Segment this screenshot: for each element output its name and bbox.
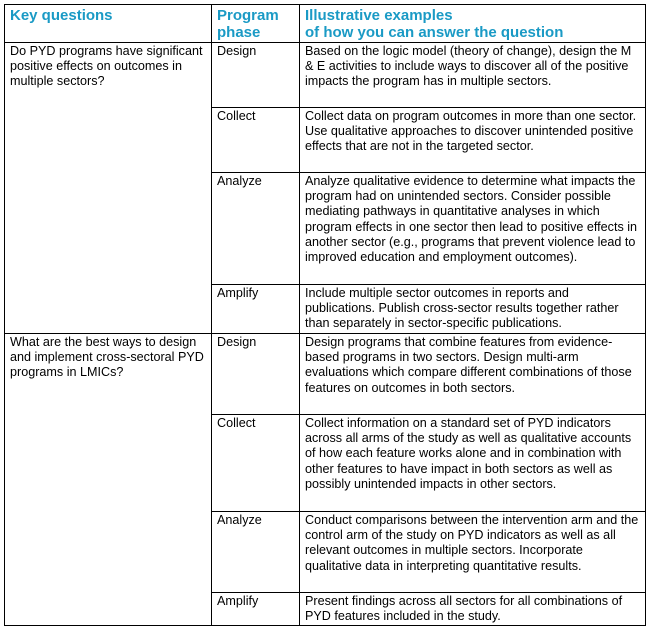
phase-cell: Amplify [212, 285, 300, 334]
header-program-phase [212, 5, 300, 43]
example-cell: Collect data on program outcomes in more than one sector. Use qualitative approaches to discover unintended positive effects that are not in the targeted sector. [300, 108, 646, 173]
example-cell: Conduct comparisons between the intervention arm and the control arm of the study on PYD indicators as well as all relevant outcomes in multiple sectors. Incorporate qualitative data in interpreting quantitative results. [300, 512, 646, 593]
phase-cell: Design [212, 334, 300, 415]
example-cell: Design programs that combine features from evidence-based programs in two sectors. Design multi-arm evaluations which compare different combinations of those features on outcomes in both sectors. [300, 334, 646, 415]
example-cell: Analyze qualitative evidence to determine what impacts the program had on unintended sectors. Consider possible mediating pathways in quantitative analyses in which program effects in one sector then lead to positive effects in another sector (e.g., programs that prevent violence lead to improved education and employment outcomes). [300, 173, 646, 285]
pyd-questions-table [4, 4, 646, 626]
phase-cell: Analyze [212, 173, 300, 285]
header-key-questions-label: Key questions [10, 7, 113, 24]
header-illustrative-examples-line2: of how you can answer the question [305, 24, 564, 41]
header-illustrative-examples-line1: Illustrative examples [305, 7, 453, 24]
header-row [5, 5, 646, 43]
phase-cell: Design [212, 43, 300, 108]
phase-cell: Analyze [212, 512, 300, 593]
table-row [5, 43, 646, 108]
example-cell: Based on the logic model (theory of change), design the M & E activities to include ways to discover all of the positive impacts the program has in multiple sectors. [300, 43, 646, 108]
example-cell: Collect information on a standard set of PYD indicators across all arms of the study as well as qualitative accounts of how each feature works alone and in combination with other features to have impact in both sectors as well as possibly unintended impacts in other sectors. [300, 415, 646, 512]
phase-cell: Amplify [212, 593, 300, 626]
header-program-phase-line2: phase [217, 24, 261, 41]
phase-cell: Collect [212, 108, 300, 173]
key-question-cell: Do PYD programs have significant positive effects on outcomes in multiple sectors? [5, 43, 212, 334]
key-question-cell: What are the best ways to design and implement cross-sectoral PYD programs in LMICs? [5, 334, 212, 626]
header-program-phase-line1: Program [217, 7, 279, 24]
table-row [5, 334, 646, 415]
phase-cell: Collect [212, 415, 300, 512]
header-key-questions [5, 5, 212, 43]
example-cell: Include multiple sector outcomes in reports and publications. Publish cross-sector results together rather than separately in sector-specific publications. [300, 285, 646, 334]
example-cell: Present findings across all sectors for all combinations of PYD features included in the study. [300, 593, 646, 626]
header-illustrative-examples [300, 5, 646, 43]
